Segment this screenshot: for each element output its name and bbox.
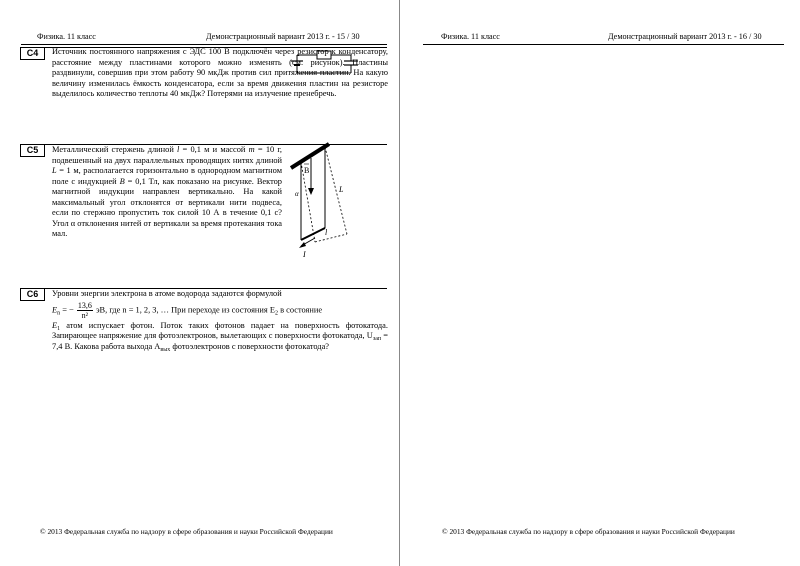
c5-text-part: = 0,1 м и массой xyxy=(179,145,246,154)
c5-var-m: m xyxy=(248,145,255,154)
header-page-info: Демонстрационный вариант 2013 г. - 16 / 30 xyxy=(608,32,762,41)
c6-var-e: E xyxy=(52,320,58,330)
c6-text-part: эВ, где n = 1, 2, 3, … При переходе из состояния E xyxy=(93,304,275,314)
header-rule xyxy=(423,44,784,45)
c6-sub2: 2 xyxy=(274,309,278,316)
c6-line1: Уровни энергии электрона в атоме водорода задаются формулой xyxy=(52,289,282,298)
c6-formula-sub: n xyxy=(57,309,61,316)
task-c6-text xyxy=(52,289,388,352)
rod-diagram xyxy=(285,140,363,262)
fig-label-b: B xyxy=(304,166,310,175)
task-c4-text-top xyxy=(52,47,388,100)
task-c5-text xyxy=(52,145,282,240)
fig-label-L: L xyxy=(339,185,344,194)
c6-text-part: = 7,4 В. Какова работа выхода A xyxy=(52,331,388,351)
left-page xyxy=(0,0,399,566)
c5-var-l: l xyxy=(177,145,180,154)
c6-fraction xyxy=(77,301,93,320)
c5-text-part: Металлический стержень длиной xyxy=(52,145,178,154)
c6-formula-eq: = − xyxy=(60,304,76,314)
task-c6-label: C6 xyxy=(20,288,45,301)
task-c4-label: C4 xyxy=(20,47,45,60)
header-subject: Физика. 11 класс xyxy=(37,32,96,41)
task-c4-text: Источник постоянного напряжения с ЭДС 100 В подключён через резистор к конденсатору, расстояние между пластинами которого можно изменять (см. рисунок). Пластины раздвинули, совершив при этом работу 90 мкДж против сил притяжения пластин. На какую величину изменилась ёмкость конденсатора, если за время движения пластин на резисторе выделилось количество теплоты 40 мкДж? Потерями на излучение пренебречь. xyxy=(52,47,388,98)
header-page-info: Демонстрационный вариант 2013 г. - 15 / 30 xyxy=(206,32,360,41)
c6-text-part: в состояние xyxy=(277,304,323,314)
fig-label-I: I xyxy=(303,250,306,259)
c6-sub1: 1 xyxy=(57,325,61,332)
c5-text-part: = 10 г, подвешенный на двух параллельных проводящих нитях длиной xyxy=(52,145,283,165)
right-page xyxy=(401,0,800,566)
page-divider xyxy=(399,0,400,566)
c6-fraction-num: 13,6 xyxy=(77,300,92,310)
header-rule xyxy=(21,44,387,45)
c5-var-B: B xyxy=(119,176,125,186)
c5-text-part: = 0,1 Тл, как показано на рисунке. Вектор магнитной индукции направлен вертикально. На какой максимальный угол отклонятся от вертикали нити подвеса, если по стержню пропустить ток силой 10 А в течение 0,1 с? Угол α отклонения нитей от вертикали за время протекания тока мал. xyxy=(52,176,282,238)
c5-var-L: L xyxy=(52,166,57,175)
c6-text-part: фотоэлектронов с поверхности фотокатода? xyxy=(170,341,330,351)
fig-label-alpha: α xyxy=(295,190,299,198)
c6-sub-zap: зап xyxy=(372,336,382,342)
footer-copyright: © 2013 Федеральная служба по надзору в сфере образования и науки Российской Федерации xyxy=(442,527,735,536)
header-subject: Физика. 11 класс xyxy=(441,32,500,41)
c6-sub-vyh: вых xyxy=(160,346,171,353)
c6-formula-lhs: E xyxy=(52,304,58,314)
c6-text-part: атом испускает фотон. Поток таких фотонов падает на поверхность фотокатода. Запирающее напряжение для фотоэлектронов, вылетающих с поверхности фотокатода, U xyxy=(52,320,388,340)
fig-label-l: l xyxy=(325,228,328,237)
task-c5-label: C5 xyxy=(20,144,45,157)
footer-copyright: © 2013 Федеральная служба по надзору в сфере образования и науки Российской Федерации xyxy=(40,527,333,536)
c6-fraction-den: n² xyxy=(81,310,89,320)
c5-text-part: = 1 м, располагается горизонтально в однородном магнитном поле с индукцией xyxy=(52,166,282,186)
